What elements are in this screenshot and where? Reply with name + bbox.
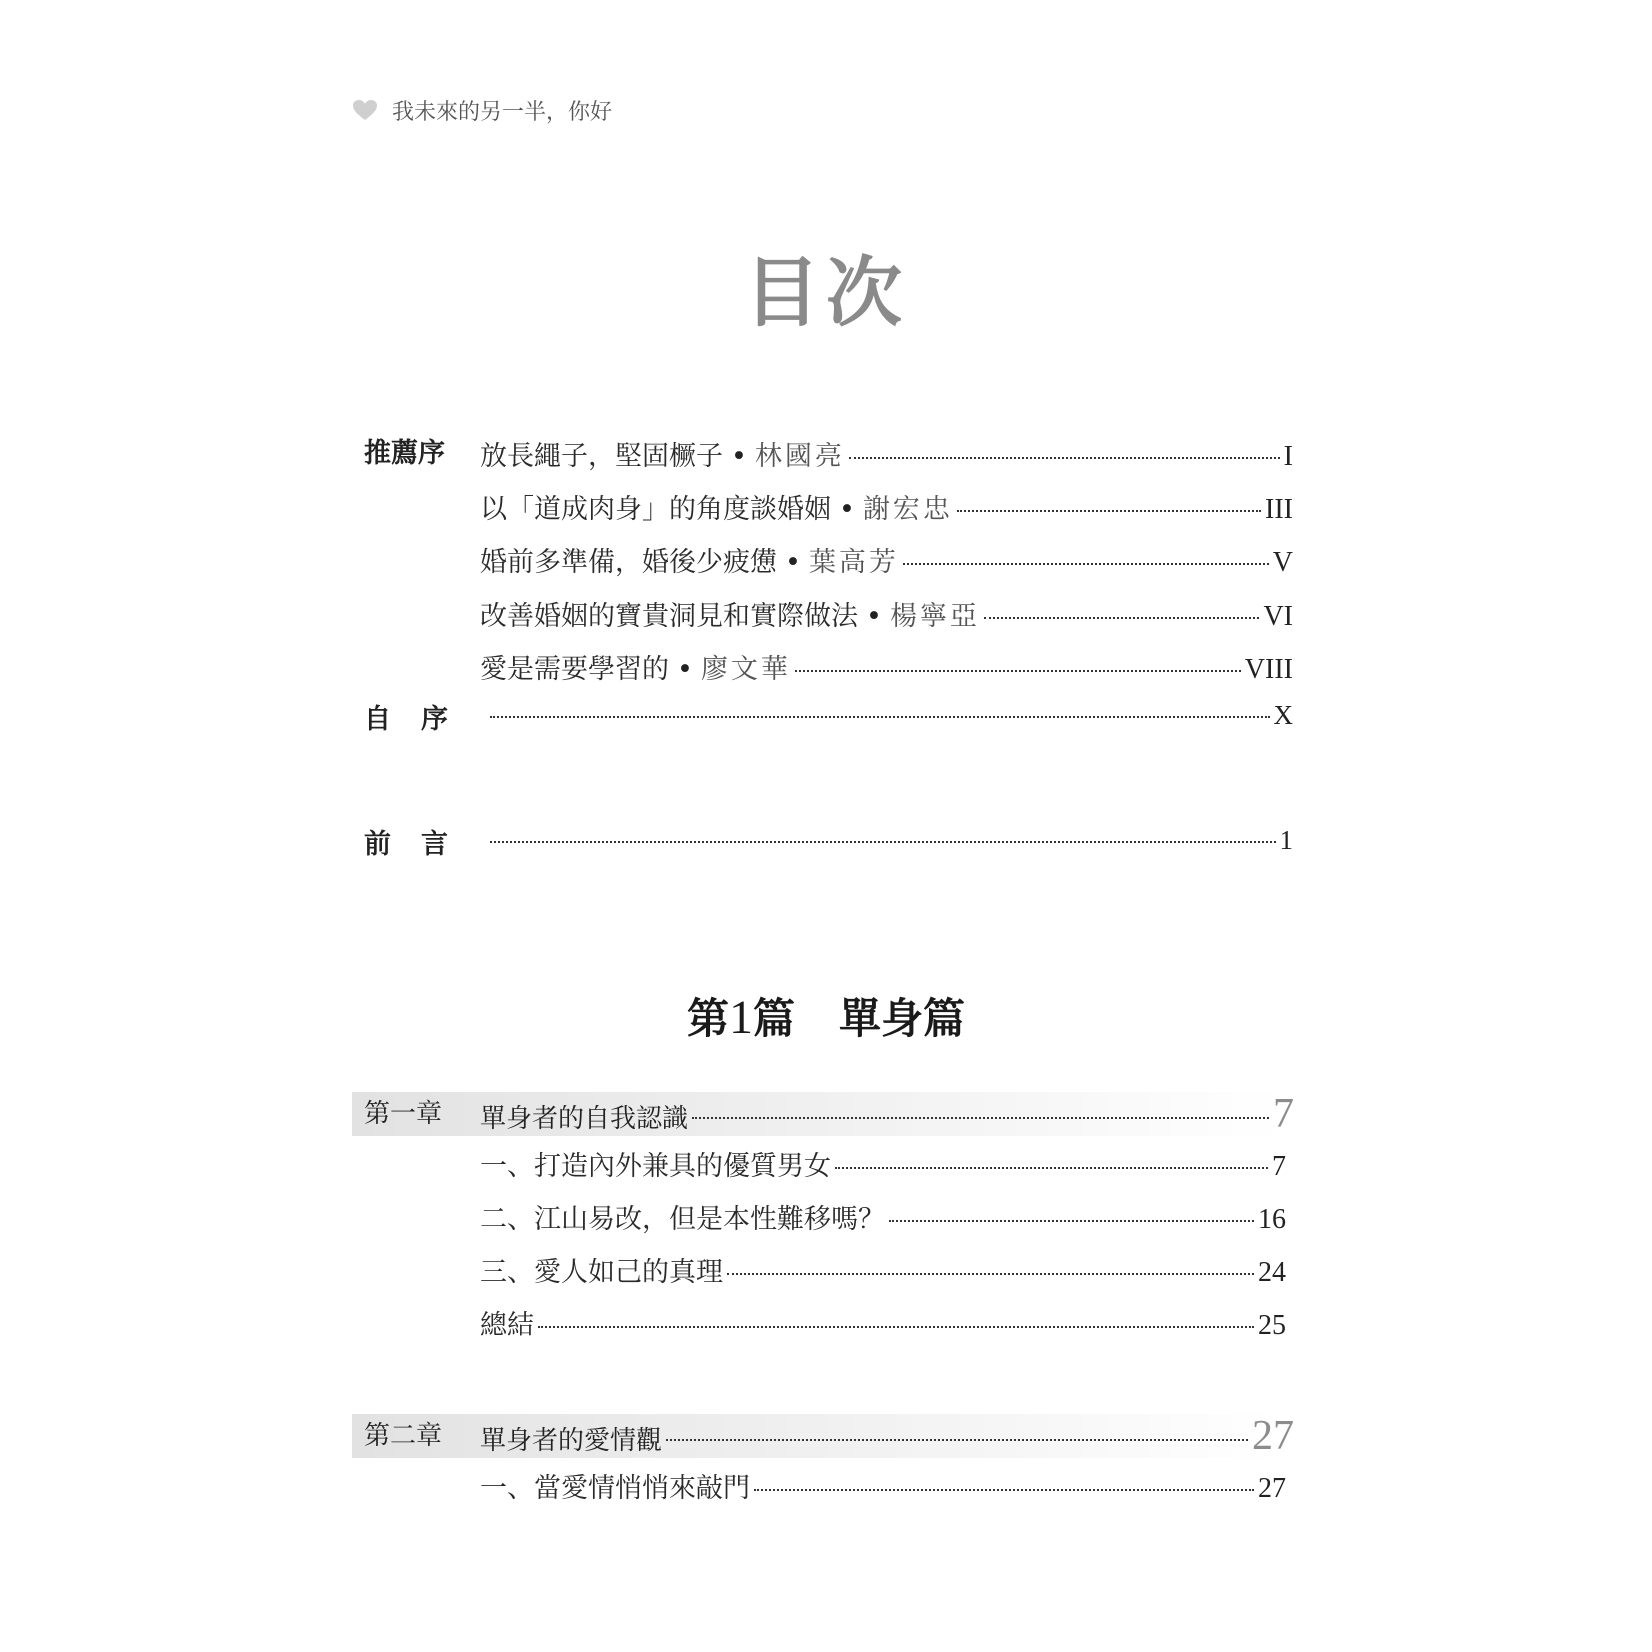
page-number: 24	[1258, 1257, 1286, 1288]
section-entry[interactable]	[480, 1466, 1286, 1506]
page-number: I	[1283, 441, 1293, 472]
part-name: 單身篇	[839, 994, 966, 1043]
dot-leader	[727, 1273, 1254, 1275]
entry-title: 以「道成肉身」的角度談婚姻	[480, 494, 831, 525]
entry-title: 婚前多準備，婚後少疲憊	[480, 547, 777, 578]
entry-bullet: •	[677, 654, 693, 685]
page-number: 7	[1272, 1151, 1286, 1182]
part-title	[0, 988, 1652, 1049]
section-entry[interactable]	[480, 1303, 1286, 1343]
section-entry[interactable]	[480, 1250, 1286, 1290]
dot-leader	[903, 563, 1269, 565]
dot-leader	[692, 1117, 1269, 1119]
toc-entry[interactable]	[480, 540, 1293, 580]
recommendation-label: 推薦序	[364, 438, 445, 469]
section-entry[interactable]	[480, 1197, 1286, 1237]
section-title: 總結	[480, 1310, 534, 1341]
book-title: 我未來的另一半，你好	[392, 99, 613, 125]
chapter-entry[interactable]	[480, 1092, 1294, 1136]
dot-leader	[889, 1220, 1254, 1222]
foreword-label: 前言	[364, 829, 478, 860]
dot-leader	[754, 1489, 1254, 1491]
page-title: 目次	[744, 248, 908, 337]
part-suffix: 篇	[752, 994, 795, 1043]
chapter-page-number: 27	[1252, 1413, 1294, 1459]
toc-entry[interactable]	[480, 647, 1293, 687]
entry-title: 放長繩子，堅固橛子	[480, 441, 723, 472]
section-title: 二、江山易改，但是本性難移嗎？	[480, 1204, 885, 1235]
page-number: 25	[1258, 1310, 1286, 1341]
part-prefix: 第	[686, 994, 729, 1043]
entry-title: 愛是需要學習的	[480, 654, 669, 685]
foreword-entry[interactable]	[486, 825, 1293, 865]
dot-leader	[849, 457, 1280, 459]
chapter-entry[interactable]	[480, 1414, 1294, 1458]
dot-leader	[490, 841, 1276, 843]
toc-entry[interactable]	[480, 594, 1293, 634]
dot-leader	[835, 1167, 1268, 1169]
chapter-page-number: 7	[1273, 1091, 1294, 1137]
dot-leader	[538, 1326, 1254, 1328]
dot-leader	[490, 716, 1270, 718]
dot-leader	[984, 617, 1260, 619]
preface-entry[interactable]	[486, 700, 1293, 740]
page-number: VI	[1263, 601, 1293, 632]
entry-bullet: •	[731, 441, 747, 472]
dot-leader	[666, 1439, 1248, 1441]
heart-icon	[352, 99, 378, 121]
section-title: 一、打造內外兼具的優質男女	[480, 1151, 831, 1182]
entry-author: 楊寧亞	[889, 601, 980, 632]
chapter-title: 單身者的愛情觀	[480, 1426, 663, 1456]
part-number: 1	[728, 991, 753, 1044]
toc-entry[interactable]	[480, 434, 1293, 474]
entry-title: 改善婚姻的寶貴洞見和實際做法	[480, 601, 858, 632]
entry-author: 廖文華	[700, 654, 791, 685]
page-number: III	[1265, 494, 1293, 525]
entry-bullet: •	[839, 494, 855, 525]
running-header	[352, 94, 612, 126]
page-number: X	[1273, 700, 1293, 730]
entry-author: 林國亮	[754, 441, 845, 472]
page-number: V	[1272, 547, 1293, 578]
chapter-label: 第二章	[364, 1421, 443, 1451]
toc-entry[interactable]	[480, 487, 1293, 527]
page-number: VIII	[1244, 654, 1293, 685]
chapter-label: 第一章	[364, 1099, 443, 1129]
chapter-title: 單身者的自我認識	[480, 1104, 689, 1134]
dot-leader	[957, 510, 1261, 512]
dot-leader	[795, 670, 1241, 672]
section-entry[interactable]	[480, 1144, 1286, 1184]
page-number: 1	[1279, 825, 1293, 855]
page-number: 27	[1258, 1473, 1286, 1504]
entry-author: 葉高芳	[808, 547, 899, 578]
entry-author: 謝宏忠	[862, 494, 953, 525]
page-number: 16	[1258, 1204, 1286, 1235]
section-title: 一、當愛情悄悄來敲門	[480, 1473, 750, 1504]
preface-label: 自序	[364, 704, 478, 735]
section-title: 三、愛人如己的真理	[480, 1257, 723, 1288]
entry-bullet: •	[866, 601, 882, 632]
entry-bullet: •	[785, 547, 801, 578]
